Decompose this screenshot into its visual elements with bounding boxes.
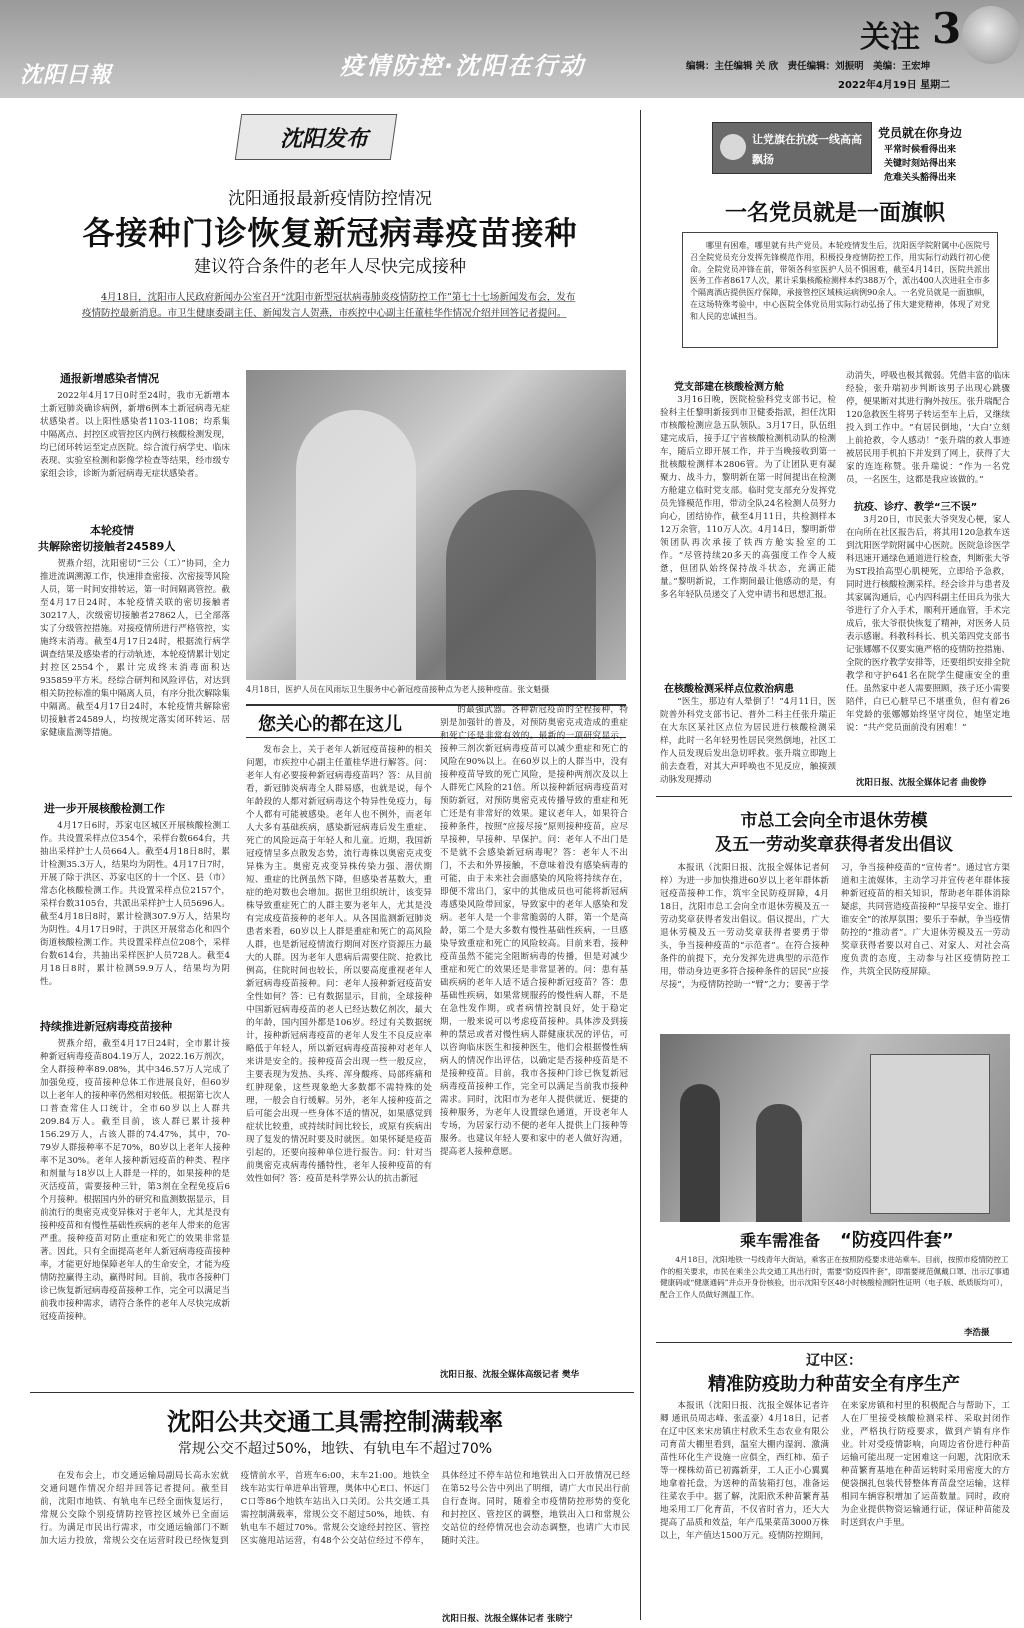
party-s1-heading: 党支部建在核酸检测方舱 xyxy=(674,382,784,393)
left-h1: 通报新增感染者情况 xyxy=(60,372,159,385)
union-headline-2: 及五一劳动奖章获得者发出倡议 xyxy=(715,835,953,855)
party-byline: 沈阳日报、沈报全媒体记者 曲俊铮 xyxy=(856,778,987,788)
left-h3: 进一步开展核酸检测工作 xyxy=(44,802,165,815)
qa-col1: 发布会上，关于老年人新冠疫苗接种的相关问题，市疾控中心副主任董桂华进行解答。问：老年人有必要接种新冠病毒疫苗吗？答：从目前看，新冠肺炎病毒全人群易感，也就是说，每个年龄段的人都对新冠病毒这个特异性免疫力，每个人都有可能被感染。老年人也不例外，而老年人大多有基础疾病，感染新冠病毒后发生重症、死亡的风险远高于年轻人和儿童。近期，我国新冠疫情呈多点散发态势，流行毒株以奥密克戎变异株为主。奥密克戎变异株传染力强、潜伏期短、重症的比例虽然下降，但感染者基数大，重症的绝对数也会增加。据世卫组织统计，该变异株导致重症死亡的人群主要为老年人，尤其是没有完成疫苗接种的老年人。从各国监测新冠肺炎患者来看，60岁以上人群是重症和死亡的高风险人群，也是新冠疫情流行期间对医疗资源压力最大的人群。因为老年人患病后需要住院、抢救比例高，住院时间也较长，所以要高度重视老年人新冠病毒疫苗接种。问：老年人接种新冠疫苗安全性如何？答：已有数据显示，目前，全球接种中国新冠病毒疫苗的老人已经达数亿剂次，最大的年龄，国内国外都是106岁。经过有关数据统计，接种新冠病毒疫苗的老年人发生不良反应率略低于年轻人，所以新冠病毒疫苗接种对老年人来讲是安全的。接种疫苗会出现一些一般反应，主要表现为发热、头疼、浑身酸疼、局部疼痛和红肿现象，这些现象绝大多数都不需特殊的处理，一般会自行缓解。另外，老年人接种疫苗之后可能会出现一些身体不适的情况，如果感觉到症状比较重，或持续时间比较长，或原有疾病出现了复发的情况时要及时就医。如果怀疑是疫苗引起的，还要向接种单位进行报告。问：针对当前奥密克戎病毒传播特性，老年人接种疫苗的有效性如何？答：疫苗是科学界公认的抗击新冠 xyxy=(246,745,432,1184)
liaozhong-headline-1: 辽中区： xyxy=(806,1353,862,1369)
party-s3-body: 3月20日，市民张大爷突发心梗，家人在向所在社区报告后，将其用120急救车送到沈阳医学院附属中心医院。医院急诊医学科迅速开通绿色通道进行检查，判断张大爷为ST段抬高型心肌梗死，立即给予急救，同时进行核酸检测采样。经会诊并与患者及其家属沟通后，心内四科副主任田兵为张大爷进行了介入手术，顺利开通血管，手术完成后，张大爷很快恢复了精神，对医务人员表示感谢。科教科科长、机关第四党支部书记张娜娜不仅要实施严格的疫情防控措施、全院的医疗教学安排等，还要组织安排全院教学和守护641名在院学生健康安全的重任。虽然家中老人需要照顾，孩子还小需要陪伴，白已心脏早已不堪重负，但有着26年党龄的张娜娜始终坚守岗位，她坚定地说：“共产党员面前没有困难！” xyxy=(846,515,1010,733)
left-p4: 贺燕介绍，截至4月17日24时，全市累计接种新冠病毒疫苗804.19万人，2022.16万剂次，全人群接种率89.08%，其中346.57万人完成了加强免疫，疫苗接种总体工作进展良好，但60岁以上老年人的接种率仍然相对较低。根据第七次人口普查常住人口统计，全市60岁以上人群共209.84万人。截至目前，该人群已累计接种156.29万人，占该人群的74.47%，其中，70-79岁人群接种率不足70%，80岁以上老年人接种率不足30%。老年人接种新冠疫苗的种类、程序和剂量与18岁以上人群是一样的，如果接种的是灭活疫苗，需要接种三针，第3剂在全程免疫后6个月接种。根据国内外的研究和监测数据显示，目前流行的奥密克戎变异株对于老年人，尤其是没有接种疫苗和有慢性基础性疾病的老年人带来的危害严重。接种疫苗对防止重症和死亡的效果非常显著。因此，只有全面提高老年人新冠病毒疫苗接种率，才能更好地保障老年人的生命安全，才能为疫情防控赢得主动，赢得时间。目前，我市各接种门诊已恢复新冠病毒疫苗接种工作，完全可以满足当前我市接种需求，请符合条件的老年人尽快完成新冠疫苗接种。 xyxy=(40,1039,230,1322)
party-slogan-1: 平常时候看得出来 xyxy=(884,145,957,155)
party-intro: 哪里有困难，哪里就有共产党员。本轮疫情发生后，沈阳医学院附属中心医院号召全院党员充分发挥先锋模范作用，积极投身疫情防控工作，用实际行动践行初心使命。全院党员冲锋在前，带领各科室医护人员不惧困难，截至4月14日，医院共派出医务工作者8617人次，累计采集核酸检测样本约388万个，派出400人次进驻全市多个隔离酒店提供医疗保障，承接管控区域核运病例90余人。一名党员就是一面旗帜，在这场特殊考验中，中心医院全体党员用实际行动弘扬了伟大建党精神，体现了对党和人民的忠诚担当。 xyxy=(690,241,990,321)
left-h2a: 本轮疫情 xyxy=(90,524,134,537)
passenger-figure-2 xyxy=(756,1104,802,1222)
lead-subhead: 建议符合条件的老年人尽快完成接种 xyxy=(194,257,466,277)
party-tag-text: 让党旗在抗疫一线高高飘扬 xyxy=(752,133,862,166)
lead-intro: 4月18日，沈阳市人民政府新闻办公室召开“沈阳市新型冠状病毒肺炎疫情防控工作”第七十七场新闻发布会，发布疫情防控最新消息。市卫生健康委副主任、新闻发言人贺燕，市疾控中心副主任董桂华作情况介绍并回答记者提问。 xyxy=(82,292,576,319)
issue-date: 2022年4月19日 星期二 xyxy=(838,80,951,91)
union-body: 本报讯（沈阳日报、沈报全媒体记者何梓）为进一步加快推进60岁以上老年群体新冠疫苗接种工作，筑牢全民防疫屏障，4月18日，沈阳市总工会向全市退休劳模及五一劳动奖章获得者发出倡议。倡议提出，广大退休劳模及五一劳动奖章获得者要勇于带头，争当接种疫苗的“示范者”。在符合接种条件的前提下，充分发挥先进典型的示范作用，带动身边更多符合接种条件的居民“应接尽接”，为疫情防控助一“臂”之力；要善于学习，争当接种疫苗的“宣传者”。通过官方渠道和主流媒体，主动学习并宣传老年群体接种新冠疫苗的相关知识，帮助老年群体消除疑虑，共同营造疫苗接种“早接早安全、谁打谁安全”的浓厚氛围；要乐于奉献，争当疫情防控的“推动者”。广大退休劳模及五一劳动奖章获得者要以对自己、对家人、对社会高度负责的态度，主动参与社区疫情防控工作，共筑全民防疫屏障。 xyxy=(660,863,1010,990)
passenger-figure-1 xyxy=(680,1084,720,1222)
party-s1-body: 3月16日晚，医院检验科党支部书记，检验科主任黎明新接到市卫健委指派，担任沈阳市核酸检测应急五队领队。3月17日，队伍组建完成后，接手辽宁省核酸检测机动队的检测车，随后立即开展工作，并于当晚接收到第一批核酸检测样本2806管。为了让团队更有凝聚力、战斗力，黎明新在第一时间提出在检测方舱建立临时党支部。临时党支部充分发挥党员先锋模范作用，带动全队24名检测人员努力向心，团结协作，截至4月11日，共检测样本12万余管，110万人次。4月14日，黎明新带领团队再次承接了铁西方舱实验室的工作。“尽管持续20多天的高强度工作令人疲惫，但团队始终保持战斗状态，充满正能量。”黎明新说，工作期间最让他感动的是，有多名年轻队员递交了入党申请书和思想汇报。 xyxy=(660,395,836,600)
liaozhong-headline-2: 精准防疫助力种苗安全有序生产 xyxy=(708,1374,960,1395)
qa-byline: 沈阳日报、沈报全媒体高级记者 樊华 xyxy=(440,1370,579,1380)
page-number: 3 xyxy=(932,4,962,53)
liaozhong-top-rule xyxy=(656,1342,1012,1343)
photo-caption: 4月18日，医护人员在风雨坛卫生服务中心新冠疫苗接种点为老人接种疫苗。张文魁摄 xyxy=(246,685,550,694)
party-emblem-icon xyxy=(720,134,746,160)
metro-title-a: 乘车需准备 xyxy=(740,1231,821,1250)
paper-name: 沈阳日報 xyxy=(20,62,113,88)
traffic-byline: 沈阳日报、沈报全媒体记者 张晓宁 xyxy=(442,1614,573,1624)
section-banner: 疫情防控·沈阳在行动 xyxy=(340,52,586,80)
lead-headline: 各接种门诊恢复新冠病毒疫苗接种 xyxy=(82,214,578,252)
vaccination-photo xyxy=(246,370,626,680)
party-col2-top: 动消失，呼吸也极其微弱。凭借丰富的临床经验，张升瑞初步判断该男子出现心跳骤停，便果断对其进行胸外按压。张升瑞配合120急救医生将男子转运至车上后，又继续投入到工作中。“有居民倒地，‘大白’立刻上前抢救，令人感动！”张升瑞的救人事迹被居民用手机拍下并发到了网上，获得了大家的连连称赞。张升瑞说：“作为一名党员，一名医生，这都是我应该做的。” xyxy=(846,371,1010,485)
metro-photo xyxy=(660,1034,1010,1222)
lead-kicker: 沈阳通报最新疫情防控情况 xyxy=(228,189,432,209)
traffic-body: 在发布会上，市交通运输局副局长高永宏就交通问题作情况介绍并回答记者提问。截至目前，沈阳市地铁、有轨电车已经全面恢复运行，常规公交除个别疫情防控管控区域外已全面运行。为满足市民出行需求，市交通运输部门不断加大运力投放，常规公交在运营时段已经恢复到疫情前水平，首班车6:00，末车21:00。地铁全线车站实行单进单出管理，奥体中心E口、怀远门C口等86个地铁车站出入口关闭。公共交通工具需控制满载率，常规公交不超过50%，地铁、有轨电车不超过70%。常规公交途经封控区、管控区实施甩站运营，有48个公交站位经过不停车，具体经过不停车站位和地铁出入口开放情况已经在第52号公告中列出了明细，请广大市民出行前自行查询。同时，随着全市疫情防控形势的变化和封控区、管控区的调整，地铁出入口和常规公交站位的经停情况也会动态调整，也请广大市民随时关注。 xyxy=(40,1471,630,1546)
qa-title: 您关心的都在这儿 xyxy=(258,714,402,735)
traffic-subhead: 常规公交不超过50%，地铁、有轨电车不超过70% xyxy=(177,1441,493,1457)
column-divider xyxy=(640,110,641,1620)
left-p2: 贺燕介绍，沈阳密切“三公（工）”协同，全力推进流调溯源工作，快速排查密接、次密接等风险人员，第一时间安排转运，第一时间隔离管控。截至4月17日24时，本轮疫情关联的密切接触者30217人，次级密切接触者27862人，已全部落实了分级管控措施。对接疫情所进行严格管控，实施终末消毒。截至4月17日24时，根据流行病学调查结果及感染者的行动轨迹，本轮疫情累计划定封控区2554个，累计完成终末消毒面积达935859平方米。经综合研判和风险评估，对达到相关防控标准的集中隔离人员，有序分批次解除集中隔离。截至4月17日24时，本轮疫情共解除密切接触者24589人，均按规定落实闭环转运、居家健康监测等措施。 xyxy=(40,559,230,738)
masthead-portrait xyxy=(962,6,1020,64)
party-s3-heading: 抗疫、诊疗、教学“三不误” xyxy=(854,502,978,513)
patient-figure xyxy=(446,490,596,680)
left-h4: 持续推进新冠病毒疫苗接种 xyxy=(40,1020,172,1033)
party-slogan-2: 关键时刻站得出来 xyxy=(884,159,957,169)
shenyang-release-logo-text: 沈阳发布 xyxy=(280,126,369,152)
left-p3: 4月17日6时，苏家屯区城区开展核酸检测工作。共设置采样点位354个，采样台数664台，共抽出采样护士人员664人。截至4月18日8时，累计检测35.3万人，结果均为阴性。4月17日7时，开展了除于洪区、苏家屯区的十一个区、县（市）常态化核酸检测工作。共设置采样点位2157个，采样台数3105台，共派出采样护士人员5696人。截至4月18日8时，累计检测307.9万人，结果均为阴性。4月17日9时，于洪区开展常态化和四个街道核酸检测工作。共设置采样点位208个，采样台数614台，共抽出采样医护人员728人。截至4月18日8时，累计检测59.9万人，结果均为阴性。 xyxy=(40,821,230,987)
metro-caption: 4月18日，沈阳地铁一号线青年大街站，乘客正在按照防疫要求进站乘车。目前，按照市疫情防控工作的相关要求，市民在乘坐公共交通工具出行时，需要“防疫四件套”，即需要规范佩戴口罩、出示辽事通健康码或“健康通码”并点开身份核验，出示沈阳专区48小时核酸检测阴性证明（电子版、纸质版均可），配合工作人员做好测温工作。 xyxy=(660,1255,1010,1299)
union-top-rule xyxy=(656,796,1012,797)
metro-title-b: “防疫四件套” xyxy=(840,1230,954,1251)
left-p1: 2022年4月17日0时至24时，我市无新增本土新冠肺炎确诊病例，新增6例本土新冠病毒无症状感染者。以上阳性感染者1103-1108；均系集中隔离点、封控区或管控区内例行核酸检测发现，均已闭环转运至定点医院。综合流行病学史、临床表现、实验室检测和影像学检查等结果，经市级专家组会诊，诊断为新冠病毒无症状感染者。 xyxy=(40,391,230,479)
party-slogan-3: 危难关头豁得出来 xyxy=(884,173,957,183)
left-h2b: 共解除密切接触者24589人 xyxy=(38,540,176,553)
traffic-top-rule xyxy=(30,1392,634,1393)
party-s2-body: “医生，那边有人晕倒了！”4月11日，医院普外科党支部书记、普外二科主任张升瑞正在大东区某社区点位为居民进行核酸检测采样，此时一名年轻男性居民突然倒地，社区工作人员发现后发出急切呼救。张升瑞立即跑上前去查看，对其大声呼唤也不见反应，触摸颈动脉发现搏动 xyxy=(660,697,836,785)
union-headline-1: 市总工会向全市退休劳模 xyxy=(740,811,928,831)
metro-credit: 李浩摄 xyxy=(964,1328,990,1338)
party-s2-heading: 在核酸检测采样点位救治病患 xyxy=(664,684,794,695)
nurse-figure xyxy=(296,410,416,680)
editor-credits: 编辑：主任编辑 关 欣 责任编辑：刘振明 美编：王宏坤 xyxy=(686,61,931,72)
traffic-headline: 沈阳公共交通工具需控制满载率 xyxy=(167,1407,503,1436)
liaozhong-body: 本报讯（沈阳日报、沈报全媒体记者许卿 通讯员周志峰、张孟豪）4月18日，记者在辽中区来宋房镇庄村欣禾生态农业有限公司育苗大棚里看到，温室大棚内湿润、激满苗性环化生产设施一应俱全，西红柿、茄子等一棵株幼苗已初露新芽，工人正小心翼翼地拿着托盘，为送种的苗装箱打包，准备运往菜农手中。据了解，沈阳欣禾种苗繁育基地采用工厂化育苗，不仅省时省力，还大大提高了品质和效益，年产瓜果菜苗3000万株以上，年产值达1500万元。疫情防控期间，在来家房镇和村里的积极配合与帮助下，工人在厂里接受核酸检测采样、采取封闭作业，严格执行防疫要求，做到产销有序作业。针对受疫情影响，向周边省份进行种苗运输可能出现一定困难这一问题，沈阳欣禾种苗繁育基地在种苗运转时采用密度大的方便袋捆扎包装代替整体育苗盘空运输，这样相同车辆容积增加了运苗数量。同时，政府为企业提供物资运输通行证，保证种苗能及时送到农户手里。 xyxy=(660,1401,1010,1541)
poster-board xyxy=(870,1054,990,1214)
section-label: 关注 xyxy=(860,20,920,55)
qa-col2: 的最强武器。各种新冠疫苗的全程接种，特别是加强针的普及，对预防奥密克戎造成的重症和死亡还是非常有效的。最新的一项研究显示，接种三剂次新冠病毒疫苗可以减少重症和死亡的风险在90%以上。在60岁以上的人群当中，没有接种疫苗导致的死亡风险，是接种两剂次及以上人群死亡风险的21倍。所以接种新冠病毒疫苗对预防新冠，对预防奥密克戎传播导致的重症和死亡还是有非常好的效果。建议老年人，如果符合接种条件，按照“应接尽接”原则接种疫苗，应尽早接种，早接种、早保护。问：老年人不出门是不是就不会感染新冠病毒呢？答：老年人不出门，不去和外界接触，不意味着没有感染病毒的可能，由于未来社会面感染的风险将持续存在，即便不常出门，家中的其他成员也可能将新冠病毒感染风险带回家，导致家中的老年人感染和发病。老年人是一个非常脆弱的人群，第一个是高龄，第二个是大多数有慢性基础性疾病，一旦感染导致重症和死亡的风险较高。目前来看，接种疫苗虽然不能完全阻断病毒的传播，但是对减少重症和死亡的效果还是非常显著的。问：患有基础疾病的老年人适不适合接种新冠疫苗？答：患基础性疾病，如果常规服药的慢性病人群，不是在急性发作期，或者病情控制良好，处于稳定期，一般来说可以考虑疫苗接种。具体涉及到接种的禁忌或者对慢性病人群健康状况的评估，可以咨询临床医生和接种医生，他们会根据慢性病病人的情况作出评估，以确定是否接种疫苗是不是接种疫苗。目前，我市各接种门诊已恢复新冠病毒疫苗接种工作，完全可以满足当前我市接种需求。同时，沈阳市为老年人提供就近、便捷的接种服务，为老年人设置绿色通道，开设老年人专场，为居家行动不便的老年人提供上门接种等服务。也建议年轻人要和家中的老人做好沟通，提高老人接种意愿。 xyxy=(440,705,628,1157)
party-side-title: 党员就在你身边 xyxy=(878,126,963,140)
party-headline: 一名党员就是一面旗帜 xyxy=(724,200,945,226)
